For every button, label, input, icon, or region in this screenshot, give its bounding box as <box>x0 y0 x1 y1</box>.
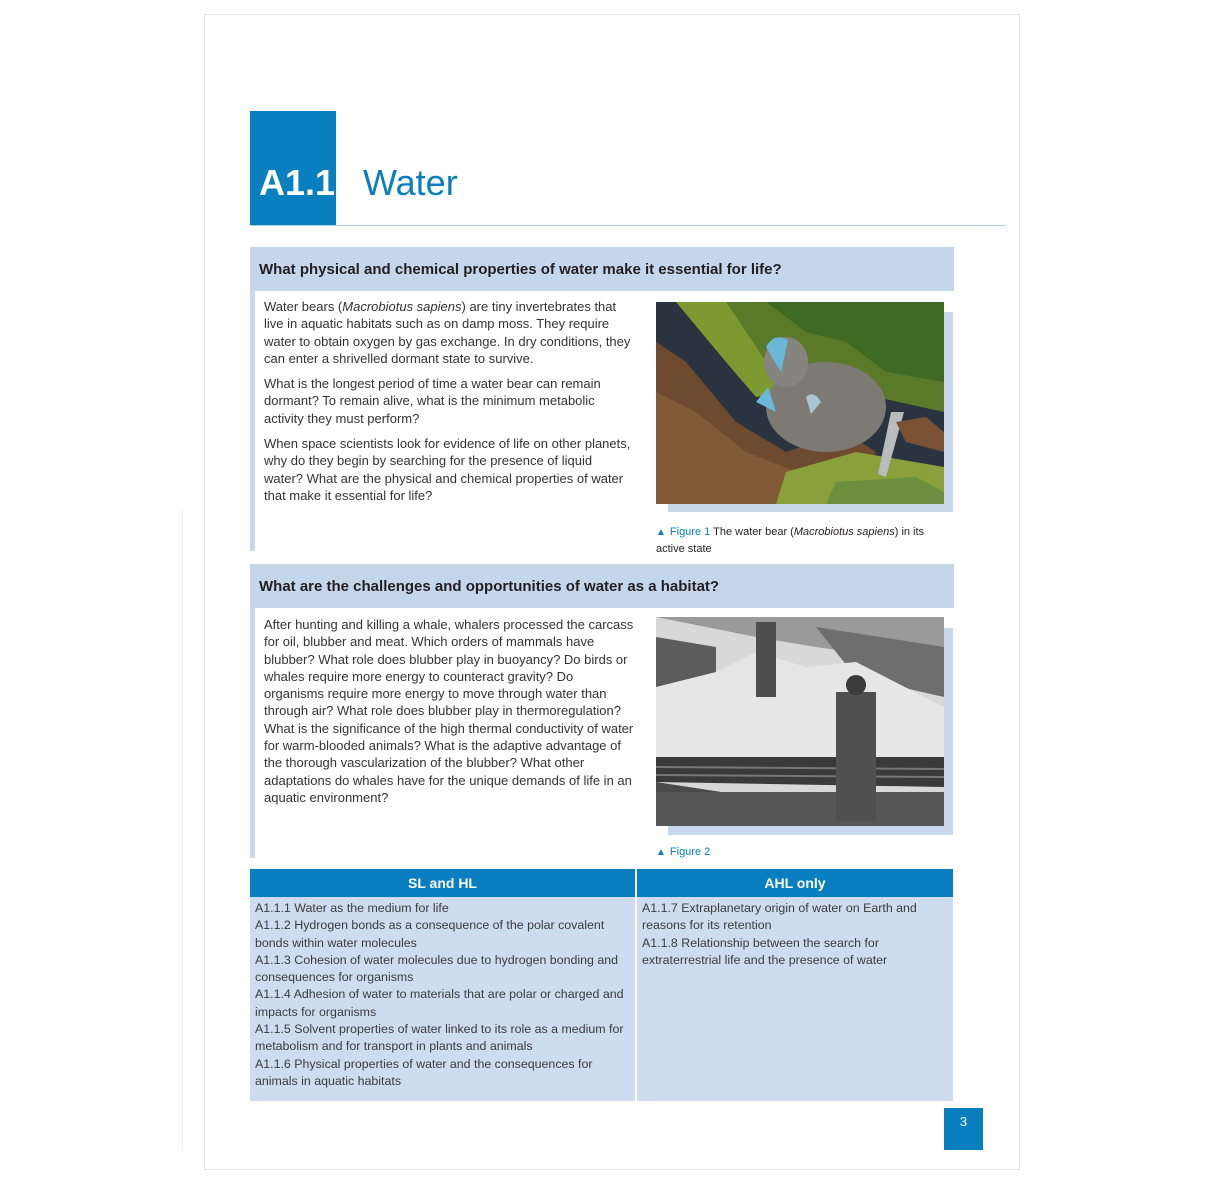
triangle-up-icon: ▲ <box>656 527 666 538</box>
figure-2-label: Figure 2 <box>669 846 711 858</box>
sl-hl-cell <box>250 897 635 1101</box>
figure-1-shadow-bottom <box>668 504 953 512</box>
syllabus-item: A1.1.5 Solvent properties of water linked to its role as a medium for metabolism and for transport in plants and animals <box>255 1022 624 1054</box>
column-header-sl-hl: SL and HL <box>250 869 635 897</box>
section-2-text <box>264 616 634 814</box>
section-1-text <box>264 298 634 512</box>
caption-species: Macrobiotus sapiens <box>793 526 895 538</box>
guiding-question-1: What physical and chemical properties of water make it essential for life? <box>250 247 954 291</box>
syllabus-item: A1.1.2 Hydrogen bonds as a consequence of the polar covalent bonds within water molecules <box>255 918 605 950</box>
figure-2-whaling-photo <box>656 617 944 826</box>
triangle-up-icon: ▲ <box>656 847 666 858</box>
margin-line <box>182 510 183 1150</box>
column-header-ahl-only: AHL only <box>637 869 953 897</box>
syllabus-item: A1.1.1 Water as the medium for life <box>255 901 449 915</box>
section-1-paragraph-2: What is the longest period of time a water bear can remain dormant? To remain alive, what is the minimum metabolic activity they must perform? <box>264 376 601 426</box>
title-rule <box>250 225 1006 226</box>
section-1-paragraph-1 <box>264 298 634 367</box>
column-divider <box>635 869 637 1101</box>
text: ) are tiny invertebrates that live in aquatic habitats such as on damp moss. They require water to obtain oxygen by gas exchange. In dry conditions, they can enter a shrivelled dormant state to survive. <box>264 299 631 366</box>
figure-2-shadow-bottom <box>668 826 953 835</box>
page-number: 3 <box>944 1108 983 1150</box>
chapter-title: Water <box>363 162 458 203</box>
figure-1-label: Figure 1 <box>669 526 711 538</box>
water-bear-illustration <box>656 302 944 504</box>
figure-2-caption <box>656 844 946 861</box>
figure-1-shadow <box>944 312 953 512</box>
syllabus-item: A1.1.4 Adhesion of water to materials that are polar or charged and impacts for organisms <box>255 987 624 1019</box>
section-2-paragraph-1: After hunting and killing a whale, whalers processed the carcass for oil, blubber and meat. Which orders of mammals have blubber? What role does blubber play in buoyancy? Do birds or whales require more energy to counteract gravity? Do organisms require more energy to move through water than through air? What role does blubber play in thermoregulation? What is the significance of the high thermal conductivity of water for warm-blooded animals? What is the adaptive advantage of the thorough vascularization of the blubber? What other adaptations do whales have for the unique demands of life in an aquatic environment? <box>264 617 634 805</box>
species-name: Macrobiotus sapiens <box>342 299 462 314</box>
chapter-number: A1.1 <box>259 162 336 203</box>
section-2-side-bar <box>250 608 255 858</box>
caption-text: The water bear ( <box>713 526 794 538</box>
syllabus-item: A1.1.7 Extraplanetary origin of water on Earth and reasons for its retention <box>642 901 917 933</box>
figure-2-shadow <box>944 628 953 835</box>
text: Water bears ( <box>264 299 343 314</box>
whaling-illustration <box>656 617 944 826</box>
guiding-question-2: What are the challenges and opportunities of water as a habitat? <box>250 564 954 608</box>
ahl-only-cell <box>637 897 953 1101</box>
syllabus-table <box>250 869 953 1101</box>
syllabus-item: A1.1.6 Physical properties of water and the consequences for animals in aquatic habitats <box>255 1056 593 1088</box>
caption-text: ) in its active state <box>656 526 925 555</box>
syllabus-item: A1.1.8 Relationship between the search for extraterrestrial life and the presence of water <box>642 935 888 967</box>
figure-1-water-bear-image <box>656 302 944 504</box>
syllabus-item: A1.1.3 Cohesion of water molecules due to hydrogen bonding and consequences for organisms <box>255 952 619 985</box>
section-1-side-bar <box>250 291 255 551</box>
figure-1-caption <box>656 524 946 557</box>
section-1-paragraph-3: When space scientists look for evidence of life on other planets, why do they begin by searching for the presence of liquid water? What are the physical and chemical properties of water that make it essential for life? <box>264 436 631 503</box>
